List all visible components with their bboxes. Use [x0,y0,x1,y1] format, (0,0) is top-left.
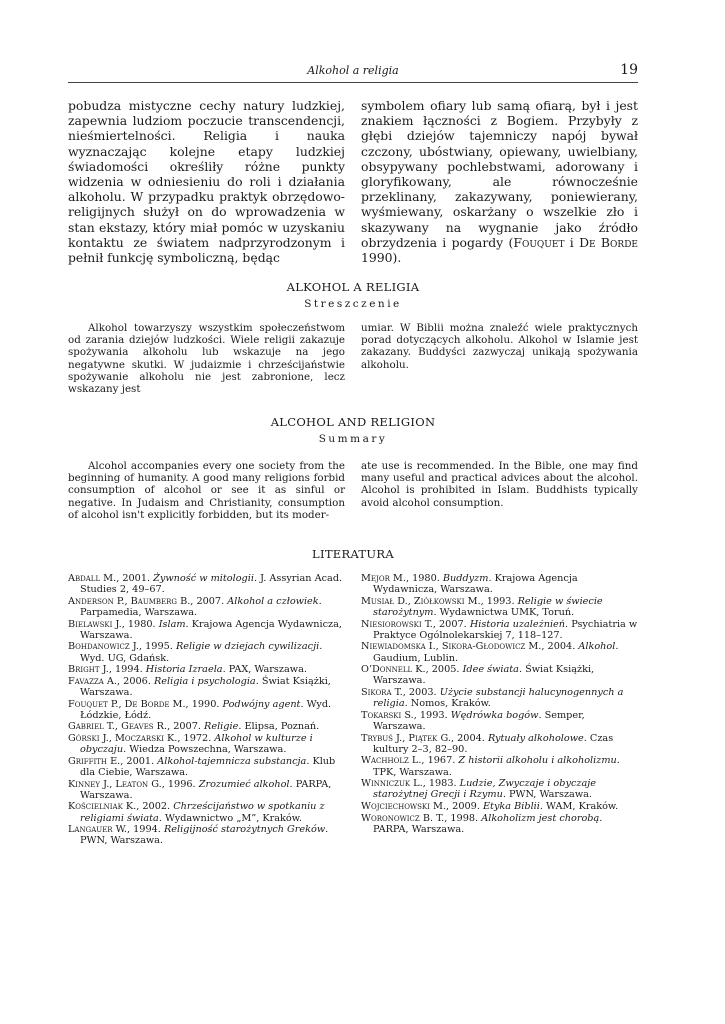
reference-author: Kościelniak K. [68,801,137,813]
reference-author: Favazza A. [68,675,118,687]
reference-author: Niewiadomska I., Sikora-Głodowicz M. [361,641,542,653]
abstract-pl [68,322,638,395]
reference-publication: . PARPA, Warszawa. [373,812,603,835]
reference-author: Anderson P., Baumberg B. [68,595,191,607]
reference-publication: . Wiedza Powszechna, Warszawa. [123,744,287,756]
reference-author: Fouquet P., De Borde M. [68,698,186,710]
reference-year: , 1990. [185,698,223,710]
abstract-paragraph: umiar. W Biblii można znaleźć wiele praktycznych porad dotyczących alkoholu. Alkohol w Islamie jest zakazany. Buddyści zazwyczaj unikają spożywania alkoholu. [361,322,638,371]
reference-entry [361,641,638,663]
reference-entry [68,801,345,823]
citation-author: De Borde [579,234,638,250]
reference-year: , 2007. [190,595,228,607]
reference-entry [68,664,345,675]
reference-title: Alkohol-tajemnicza substancja [157,755,307,767]
reference-publication: . Klub dla Ciebie, Warszawa. [80,755,336,778]
reference-title: Alkohol a człowiek [227,595,319,607]
reference-author: Bright J. [68,664,109,676]
abstract-paragraph: ate use is recommended. In the Bible, one may find many useful and practical advices about the alcohol. Alcohol is prohibited in Islam. Buddhists typically avoid alcohol consumption. [361,460,638,509]
reference-year: , 1996. [161,778,199,790]
reference-entry [361,619,638,641]
reference-year: , 2004. [450,732,488,744]
reference-author: Mejor M. [361,573,406,584]
reference-publication: . Elipsa, Poznań. [238,721,320,733]
reference-year: , 1994. [126,824,164,836]
reference-year: , 1995. [138,641,176,653]
reference-publication: . Gaudium, Lublin. [373,641,619,664]
reference-author: Griffith E. [68,755,121,767]
reference-entry [361,664,638,686]
abstract-en-left [68,460,345,521]
references-title: LITERATURA [312,547,394,561]
reference-entry [68,573,345,595]
reference-publication: . Czas kultury 2–3, 82–90. [373,732,614,755]
reference-entry [361,778,638,800]
reference-title: Chrześcijaństwo w spotkaniu z religiami świata [80,801,325,824]
reference-title: Religie w świecie starożytnym [373,595,603,618]
reference-title: Alkoholizm jest chorobą [481,812,600,824]
running-title: Alkohol a religia [307,64,399,77]
reference-title: Historia Izraela [145,664,223,676]
abstract-en-title: ALCOHOL AND RELIGION [270,415,436,429]
references-column-left [68,573,345,847]
reference-entry [361,801,638,812]
reference-publication: . Wyd. UG, Gdańsk. [80,641,323,664]
reference-title: Religie w dziejach cywilizacji [175,641,320,653]
reference-entry [68,733,345,755]
reference-entry [68,721,345,732]
reference-publication: . PARPA, Warszawa. [80,778,332,801]
reference-publication: . Wydawnictwa UMK, Toruń. [433,607,575,618]
reference-entry [68,824,345,846]
reference-publication: . Psychiatria w Praktyce Ogólnolekarskiej 7, 118–127. [373,618,638,641]
reference-entry [68,596,345,618]
reference-title: Podwójny agent [222,698,301,710]
reference-publication: . PAX, Warszawa. [222,664,307,676]
reference-year: , 2003. [402,686,440,698]
reference-title: Alkohol w kulturze i obyczaju [80,732,313,756]
reference-author: O’Donnell K. [361,664,426,676]
reference-author: Bohdanowicz J. [68,641,139,653]
reference-publication: . Wydawnictwo „M”, Kraków. [158,812,302,824]
citation-conjunction: i [564,234,580,250]
abstract-paragraph: Alkohol towarzyszy wszystkim społeczeństwom od zarania dziejów ludzkości. Wiele religii zakazuje spożywania alkoholu lub wskazuje na jego negatywne skutki. W judaizmie i chrześcijaństwie spożywanie alkoholu nie jest zabronione, lecz wskazany jest [68,322,345,396]
body-paragraph: pobudza mistyczne cechy natury ludzkiej, zapewnia ludziom poczucie transcendencji, nieśmiertelności. Religia i nauka wyznaczając kolejne etapy ludzkiej świadomości określiły różne punkty widzenia w odniesieniu do roli i działania alkoholu. W przypadku praktyk obrzędowo-religijnych służył on do wprowadzenia w stan ekstazy, który miał pomóc w uzyskaniu kontaktu ze światem nadprzyrodzonym i pełnił funkcję symboliczną, będąc [68,98,345,266]
reference-year: , 1994. [108,664,146,676]
reference-author: Sikora T. [361,686,403,698]
reference-author: Musiał D., Ziółkowski M. [361,595,481,607]
reference-year: , 2007. [432,618,470,630]
reference-author: Kinney J., Leaton G. [68,778,162,790]
reference-entry [68,699,345,721]
reference-title: Religia i psychologia [154,675,256,687]
reference-publication: . Semper, Warszawa. [373,709,585,732]
reference-entry [68,676,345,698]
reference-publication: . Wyd. Łódzkie, Łódź. [80,698,332,721]
reference-year: , 2005. [425,664,463,676]
reference-entry [68,756,345,778]
reference-year: , 2006. [117,675,154,687]
reference-title: Alkohol [578,641,616,653]
reference-entry [68,779,345,801]
reference-title: Żywność w mitologii [153,573,254,584]
reference-publication: . PWN, Warszawa. [80,824,329,847]
body-column-right [361,98,638,265]
main-body-text [68,98,638,265]
reference-entry [68,619,345,641]
reference-year: , 2002. [136,801,174,813]
reference-year: , 2001. [116,573,154,584]
abstract-pl-right [361,322,638,395]
reference-author: Trybuś J., Piątek G. [361,732,451,744]
abstract-en-right [361,460,638,521]
abstract-pl-left [68,322,345,395]
reference-author: Niesiorowski T. [361,618,433,630]
reference-year: , 1993. [413,709,451,721]
reference-entry [361,596,638,618]
reference-year: , 2007. [167,721,205,733]
reference-publication: . Świat Książki, Warszawa. [373,664,595,687]
reference-title: Z historii alkoholu i alkoholizmu [458,755,617,767]
reference-publication: . WAM, Kraków. [539,800,619,812]
reference-year: , 2001. [120,755,158,767]
reference-publication: . PWN, Warszawa. [502,789,592,801]
reference-author: Woronowicz B. T. [361,812,445,824]
reference-entry [361,755,638,777]
reference-author: Bielawski J. [68,618,122,630]
reference-author: Tokarski S. [361,709,414,721]
reference-title: Zrozumieć alkohol [198,778,290,790]
abstract-en [68,460,638,521]
reference-publication: . Parpamedia, Warszawa. [80,595,322,618]
reference-publication: . Świat Książki, Warszawa. [80,675,331,698]
reference-publication: . J. Assyrian Acad. Studies 2, 49–67. [80,573,343,596]
reference-title: Idee świata [462,664,519,676]
abstract-pl-subtitle: Streszczenie [304,298,402,310]
reference-year: , 1967. [421,755,459,767]
reference-entry [68,641,345,663]
references-list [68,573,638,847]
reference-year: , 1980. [405,573,443,584]
reference-title: Użycie substancji halucynogennych a religia [373,686,624,710]
reference-entry [361,710,638,732]
reference-publication: . Krajowa Agencja Wydawnicza, Warszawa. [373,573,578,596]
citation-author: Fouquet [513,234,565,250]
abstract-en-subtitle: Summary [318,433,388,445]
reference-title: Religijność starożytnych Greków [163,824,326,836]
reference-publication: . Krajowa Agencja Wydawnicza, Warszawa. [80,618,342,641]
reference-title: Rytuały alkoholowe [487,732,584,744]
reference-author: Gabriel T., Geaves R. [68,721,168,733]
reference-entry [361,813,638,835]
reference-publication: . Nomos, Kraków. [404,698,491,710]
page-header [68,60,638,83]
citation-year: 1990). [361,250,402,266]
reference-entry [361,733,638,755]
reference-year: , 1980. [121,618,159,630]
page-number: 19 [620,62,638,78]
reference-title: Islam [158,618,186,630]
references-column-right [361,573,638,847]
abstract-pl-title: ALKOHOL A RELIGIA [286,280,420,294]
reference-year: , 1972. [177,732,215,744]
reference-year: , 1998. [444,812,482,824]
reference-title: Buddyzm [442,573,489,584]
reference-year: , 2004. [541,641,579,653]
reference-title: Etyka Biblii [482,800,540,812]
reference-title: Historia uzależnień [469,618,566,630]
reference-title: Religie [204,721,239,733]
reference-year: , 2009. [446,800,483,812]
reference-entry [361,687,638,709]
reference-author: Wachholz L. [361,755,422,767]
reference-publication: . TPK, Warszawa. [373,755,620,778]
reference-author: Langauer W. [68,824,127,836]
body-text: symbolem ofiary lub samą ofiarą, był i jest znakiem łączności z Bogiem. Przybyły z głębi dziejów tajemniczy napój bywał czczony, ubóstwiany, opiewany, uwielbiany, obsypywany pochlebstwami, adorowany i gloryfikowany, ale równocześnie przeklinany, zakazywany, poniewierany, wyśmiewany, oskarżany o wszelkie zło i skazywany na wygnanie jako źródło obrzydzenia i pogardy ( [361,98,638,250]
reference-year: , 1983. [422,778,460,790]
reference-title: Wędrówka bogów [450,709,539,721]
reference-author: Winniczuk L. [361,778,423,790]
reference-author: Górski J., Moczarski K. [68,732,178,744]
reference-year: , 1993. [480,595,518,607]
reference-title: Ludzie, Zwyczaje i obyczaje starożytnej Grecji i Rzymu [373,778,596,801]
body-paragraph [361,98,638,265]
reference-author: Abdall M. [68,573,117,584]
reference-entry [361,573,638,595]
body-column-left [68,98,345,265]
reference-author: Wojciechowski M. [361,800,446,812]
abstract-paragraph: Alcohol accompanies every one society from the beginning of humanity. A good many religions forbid consumption of alcohol or see it as sinful or negative. In Judaism and Christianity, consumption of alcohol isn't explicitly forbidden, but its moder- [68,460,345,521]
